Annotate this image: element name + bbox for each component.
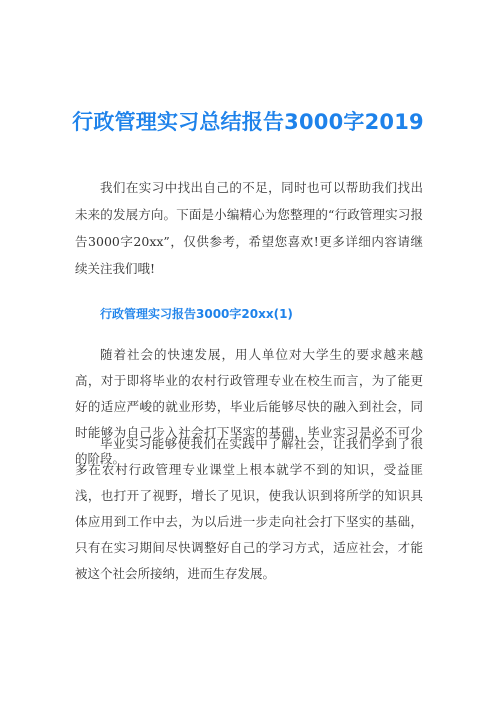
section-heading: 行政管理实习报告3000字20xx(1): [100, 307, 293, 321]
intro-paragraph: 我们在实习中找出自己的不足，同时也可以帮助我们找出未来的发展方向。下面是小编精心为您整理的“行政管理实习报告3000字20xx”，仅供参考，希望您喜欢!更多详细内容请继续关注我们哦!: [75, 180, 423, 276]
body-paragraph-1: 随着社会的快速发展，用人单位对大学生的要求越来越高，对于即将毕业的农村行政管理专业在校生而言，为了能更好的适应严峻的就业形势，毕业后能够尽快的融入到社会，同时能够为自己步入社会打下坚实的基础，毕业实习是必不可少的阶段。: [75, 347, 423, 466]
document-title: 行政管理实习总结报告3000字2019: [72, 110, 424, 134]
body-paragraph-2: 毕业实习能够使我们在实践中了解社会，让我们学到了很多在农村行政管理专业课堂上根本就学不到的知识，受益匪浅，也打开了视野，增长了见识，使我认识到将所学的知识具体应用到工作中去，为以后进一步走向社会打下坚实的基础，只有在实习期间尽快调整好自己的学习方式，适应社会，才能被这个社会所接纳，进而生存发展。: [75, 436, 423, 581]
